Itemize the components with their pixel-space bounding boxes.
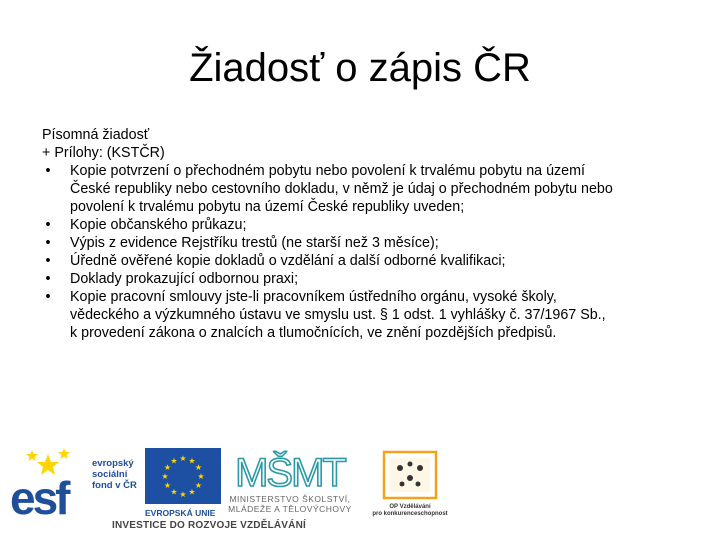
bullet-icon: • xyxy=(45,271,51,287)
svg-text:★: ★ xyxy=(170,487,178,497)
svg-text:★: ★ xyxy=(179,454,187,463)
msmt-caption: MINISTERSTVO ŠKOLSTVÍ, MLÁDEŽE A TĚLOVÝCHOVY xyxy=(228,494,352,514)
esf-logo xyxy=(10,448,140,524)
msmt-logo xyxy=(226,446,354,526)
slide-body xyxy=(42,126,692,342)
list-item xyxy=(42,288,692,342)
msmt-emblem-icon xyxy=(226,446,354,494)
eu-flag-icon xyxy=(145,448,221,504)
list-item-text: Kopie potvrzení o přechodném pobytu nebo povolení k trvalému pobytu na území xyxy=(70,163,586,179)
intro-line: Písomná žiadosť xyxy=(42,127,150,143)
bullet-icon: • xyxy=(45,235,51,251)
bullet-icon: • xyxy=(45,217,51,233)
list-item xyxy=(42,216,692,234)
list-item-text: České republiky nebo cestovního dokladu, v němž je údaj o přechodném pobytu nebo xyxy=(70,181,613,197)
list-item-text: povolení k trvalému pobytu na území České republiky uveden; xyxy=(70,199,465,215)
svg-text:★: ★ xyxy=(170,456,178,466)
list-item-text: Kopie občanského průkazu; xyxy=(70,217,247,233)
svg-text:esf: esf xyxy=(10,472,68,524)
list-item-text: Kopie pracovní smlouvy jste-li pracovníkem ústředního orgánu, vysoké školy, xyxy=(70,289,557,305)
bullet-icon: • xyxy=(45,253,51,269)
list-item xyxy=(42,252,692,270)
svg-text:★: ★ xyxy=(161,472,169,481)
svg-text:★: ★ xyxy=(194,481,203,490)
svg-text:★: ★ xyxy=(197,472,205,481)
svg-text:★: ★ xyxy=(163,463,172,472)
slide-title: Žiadosť o zápis ČR xyxy=(189,46,531,90)
bullet-icon: • xyxy=(45,289,51,305)
svg-text:★: ★ xyxy=(179,490,187,499)
list-item xyxy=(42,270,692,288)
esf-emblem-icon xyxy=(10,448,86,524)
list-item-text: vědeckého a výzkumného ústavu ve smyslu ust. § 1 odst. 1 vyhlášky č. 37/1967 Sb., xyxy=(70,307,606,323)
eu-caption: EVROPSKÁ UNIE xyxy=(145,508,216,518)
svg-text:MŠMT: MŠMT xyxy=(235,451,345,494)
list-item xyxy=(42,234,692,252)
esf-tagline: evropský sociální fond v ČR xyxy=(92,458,137,491)
list-item-text: k provedení zákona o znalcích a tlumočnících, ve znění pozdějších předpisů. xyxy=(70,325,557,341)
eu-logo xyxy=(145,448,221,520)
op-logo xyxy=(370,448,450,526)
svg-text:★: ★ xyxy=(188,487,196,497)
attachment-list xyxy=(42,162,692,342)
list-item xyxy=(42,162,692,216)
op-emblem-icon xyxy=(370,448,450,502)
svg-text:★: ★ xyxy=(188,456,196,466)
funding-footer-text: INVESTICE DO ROZVOJE VZDĚLÁVÁNÍ xyxy=(112,520,307,531)
intro-line: + Prílohy: (KSTČR) xyxy=(42,145,165,161)
funding-logo-strip xyxy=(0,440,460,540)
svg-text:★: ★ xyxy=(163,481,172,490)
list-item-text: Doklady prokazující odbornou praxi; xyxy=(70,271,299,287)
list-item-text: Úředně ověřené kopie dokladů o vzdělání a další odborné kvalifikaci; xyxy=(70,253,506,269)
op-caption: OP Vzdělávání pro konkurenceschopnost xyxy=(372,504,448,517)
list-item-text: Výpis z evidence Rejstříku trestů (ne starší než 3 měsíce); xyxy=(70,235,439,251)
svg-text:★: ★ xyxy=(194,463,203,472)
bullet-icon: • xyxy=(45,163,51,179)
